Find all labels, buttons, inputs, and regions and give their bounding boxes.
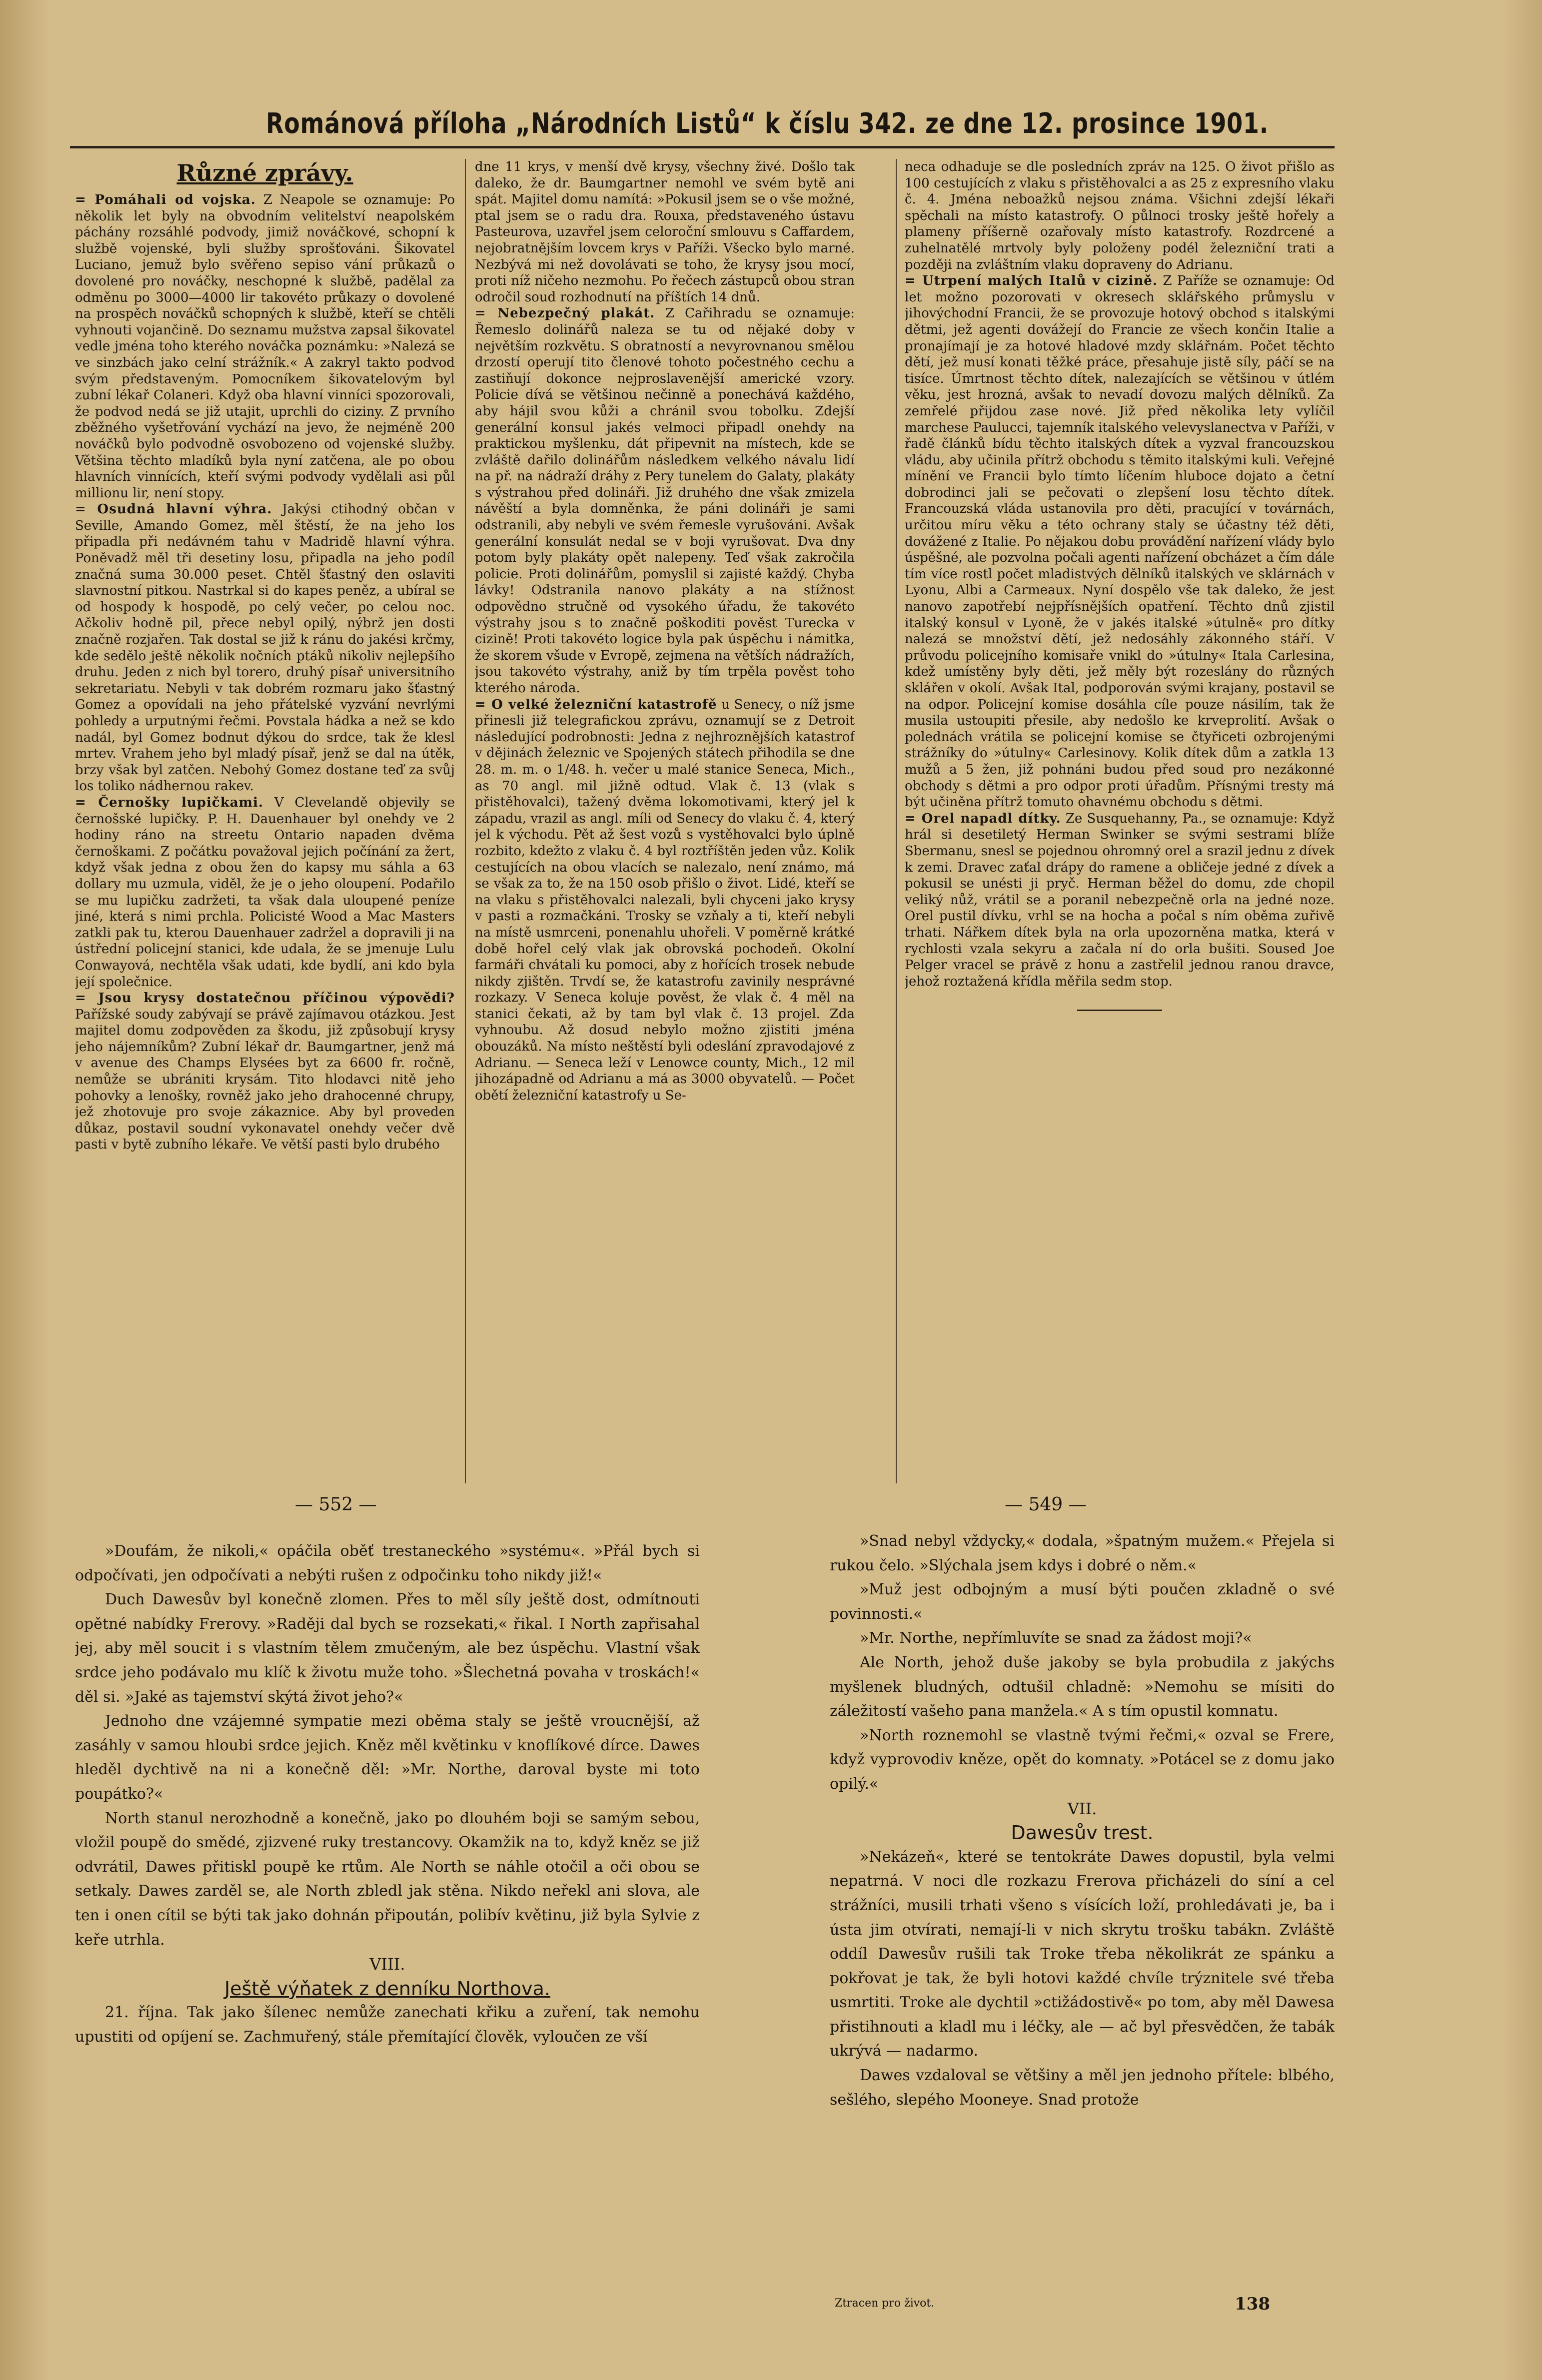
news-column-1 (75, 159, 455, 1473)
news-item (905, 273, 1335, 811)
novel-paragraph: Ale North, jehož duše jakoby se byla probudila z jakýchs myšlenek bludných, odtušil chladně: »Nemohu se mísiti do záležitostí vašeho pana manžela.« A s tím opustil komnatu. (830, 1653, 1335, 1720)
news-item (75, 795, 455, 990)
section-title: Různé zprávy. (176, 159, 353, 186)
news-item-text: Jakýsi ctihodný občan v Seville, Amando Gomez, měl štěstí, že na jeho los připadla při nedávném tahu v Madridě hlavní výhra. Poněvadž měl tři desetiny losu, připadla na jeho podíl značná suma 30.000 peset. Chtěl šťastný den oslaviti slavnostní pitkou. Nastrkal si do kapes peněz, a ubíral se od hospody k hospodě, po celý večer, po celou noc. Ačkoliv hodně pil, přece nebyl opilý, nýbrž jen dosti značně rozjařen. Tak dostal se již k ránu do jakési krčmy, kde sedělo ještě několik nočních ptáků nikoliv nejlepšího druhu. Jeden z nich byl torero, druhý písař universitního sekretariatu. Nebyli v tak dobrém rozmaru jako šťastný Gomez a opovídali na jeho přátelské vyzvání nevrlými pohledy a urputnými řečmi. Povstala hádka a než se kdo nadál, byl Gomez bodnut dýkou do srdce, tak že klesl mrtev. Vrahem jeho byl mladý písař, jenž se dal na útěk, brzy však byl zatčen. Nebohý Gomez dostane teď za svůj los toliko nádhernou rakev. (75, 502, 455, 794)
page-edge-stain (0, 0, 50, 2380)
page-number-left: — 552 — (295, 1494, 377, 1515)
news-item-text: u Senecy, o níž jsme přinesli již telegrafickou zprávu, oznamují se z Detroit následující podrobnosti: Jedna z nejhroznějších katastrof v dějinách železnic ve Spojených státech přihodila se dne 28. m. m. o 1/48. h. večer u malé stanice Seneca, Mich., as 70 angl. mil jižně odtud. Vlak č. 13 (vlak s přistěhovalci), tažený dvěma lokomotivami, který jel k západu, vrazil as angl. míli od Senecy do vlaku č. 4, který jel k východu. Pět až šest vozů s vystěhovalci bylo úplně rozbito, kdežto z vlaku č. 4 byl roztříštěn jeden vůz. Kolik cestujících na obou vlacích se nalezalo, není známo, má se však za to, že na 150 osob přišlo o život. Lidé, kteří se na vlaku s přistěhovalci nalezali, byli chyceni jako krysy v pasti a rozmačkáni. Trosky se vzňaly a ti, kteří nebyli na místě usmrceni, ponenahlu uhořeli. V poměrně krátké době hořel celý vlak jak obrovská pochodeň. Okolní farmáři chvátali ku pomoci, aby z hořících trosek nebude nikdy zjištěn. Trvdí se, že katastrofu zavinily nesprávné rozkazy. V Seneca koluje pověst, že vlak č. 4 měl na stanici čekati, až by tam byl vlak č. 13 projel. Zda vyhnoubu. Až dosud nebylo možno zjistiti jména obouzáků. Na místo neštěstí byli odeslání zpravodajové z Adrianu. — Seneca leží v Lenowce county, Mich., 12 mil jihozápadně od Adrianu a má as 3000 obyvatelů. — Počet obětí železniční katastrofy u Se- (475, 697, 855, 1103)
news-item-headline: = Nebezpečný plakát. (475, 306, 655, 321)
novel-paragraph: »North roznemohl se vlastně tvými řečmi,« ozval se Frere, když vyprovodiv kněze, opět do komnaty. »Potácel se z domu jako opilý.« (830, 1726, 1335, 1793)
news-column-3 (905, 159, 1335, 1473)
news-column-2 (475, 159, 855, 1473)
news-item-text: Pařížské soudy zabývají se právě zajímavou otázkou. Jest majitel domu zodpověden za škodu, již způsobují krysy jeho nájemníkům? Zubní lékař dr. Baumgartner, jenž má v avenue des Champs Elysées byt za 6600 fr. ročně, nemůže se ubrániti krysám. Tito hlodavci nitě jeho pohovky a lenošky, rovněž jako jeho drahocenné chrupy, jež zhotovuje pro svoje zákaznice. Aby byl proveden důkaz, postavil soudní vykonavatel onehdy večer dvě pasti v bytě zubního lékaře. Ve větší pasti bylo drubého (75, 1007, 455, 1153)
news-item-text: Z Paříže se oznamuje: Od let možno pozorovati v okresech sklářského průmyslu v jihovýchodní Francii, že se provozuje hotový obchod s italskými dětmi, jež agenti dovážejí do Francie ze všech končin Italie a pronajímají je za hotové hladové mzdy sklářnám. Počet těchto dětí, jež musí konati těžké práce, přesahuje jistě síly, páčí se na tisíce. Úmrtnost těchto dítek, nalezajících se většinou v útlém věku, jest hrozná, avšak to nevadí dovozu malých dělníků. Za zemřelé přijdou zase nové. Již před několika lety vylíčil marchese Paulucci, tajemník italského velevyslanectva v Paříži, v řadě článků bídu těchto italských dítek a vyzval francouzskou vládu, aby učinila přítrž obchodu s těmito italskými kuli. Veřejné mínění ve Francii bylo tímto líčením hluboce dojato a četní dobrodinci jali se pečovati o zlepšení losu těchto dítek. Francouzská vláda ustanovila pro děti, pracující v továrnách, určitou míru věku a této ochrany staly se účastny též děti, dovážené z Italie. Po nějakou dobu provádění nařízení vlády bylo úspěšné, ale pozvolna počali agenti nařízení obcházet a čím dále tím více rostl počet mladistvých dělníků italských ve sklárnách v Lyonu, Albi a Carmeaux. Nyní dospělo vše tak daleko, že jest nanovo zapotřebí nejpřísnějších opatření. Těchto dnů zjistil italský konsul v Lyoně, že v jakés italské »útulně« pro dítky nalezá se množství dětí, jež nedosáhly zákonného stáří. V průvodu policejního komisaře vnikl do »útulny« Itala Carlesina, kdež umístěny byly děti, jež měly být rozeslány do různých sklářen v okolí. Avšak Ital, podporován svými krajany, postavil se na odpor. Policejní komise dosáhla cíle pouze násilím, tak že musila ustoupiti přesile, aby nedošlo ke krveprolití. Avšak o polednách vrátila se policejní komise se čtyřiceti ozbrojenými strážníky do »útulny« Carlesinovy. Kolik dítek dům a zatkla 13 mužů a 5 žen, již pohnáni budou před soud pro nezákonné obchody s dětmi a pro odpor proti úřadům. Přísnými tresty má být učiněna přítrž tomuto ohavnému obchodu s dětmi. (905, 273, 1335, 810)
chapter-title: Ještě výňatek z denníku Northova. (224, 1977, 551, 2000)
news-item-headline: = Černošky lupičkami. (75, 795, 263, 810)
news-item-text: V Clevelandě objevily se černošské lupičky. P. H. Dauenhauer byl onehdy ve 2 hodiny ráno na streetu Ontario napaden dvěma černoškami. Z počátku považoval jejich počínání za žert, když však jedna z obou žen do kapsy mu sáhla a 63 dollary mu uzmula, viděl, že je o jeho oloupení. Podařilo se mu lupičku zadržeti, ta však dala uloupené peníze jiné, která s nimi prchla. Policisté Wood a Mac Masters zatkli pak tu, kterou Dauenhauer zadržel a dopravili ji na ústřední policejní stanici, kde udala, že se jmenuje Lulu Conwayová, nechtěla však udati, kde bydlí, ani kdo byla její společnice. (75, 795, 455, 990)
footer-book-title: Ztracen pro život. (835, 2297, 935, 2310)
masthead: Románová příloha „Národních Listů“ k číslu 342. ze dne 12. prosince 1901. (266, 107, 1269, 140)
news-item-headline: = Orel napadl dítky. (905, 811, 1061, 826)
news-item-headline: = Osudná hlavní výhra. (75, 502, 272, 517)
chapter-number: VII. (1067, 1799, 1097, 1818)
news-item-headline: = Utrpení malých Italů v cizině. (905, 273, 1158, 289)
column-divider (896, 159, 897, 1483)
chapter-title: Dawesův trest. (1011, 1822, 1154, 1844)
news-item (905, 811, 1335, 990)
news-item (75, 990, 455, 1153)
news-item-text: neca odhaduje se dle posledních zpráv na 125. O život přišlo as 100 cestujících z vlaku s přistěhovalci a as 25 z expresního vlaku č. 4. Jména neboažků nejsou známa. Všichni zdejší lékaři spěchali na místo katastrofy. O půlnoci trosky ještě hořely a plameny příšerně ozařovaly místo katastrofy. Rozdrcené a zuhelnatělé mrtvoly byly položeny podél železniční trati a později na zvláštním vlaku dopraveny do Adrianu. (905, 159, 1335, 272)
news-item-headline: = O velké železniční katastrofě (475, 697, 717, 712)
news-item (475, 697, 855, 1104)
novel-paragraph: »Nekázeň«, které se tentokráte Dawes dopustil, byla velmi nepatrná. V noci dle rozkazu Frerova přicházeli do síní a cel strážníci, musili trhati všeno s vísících loží, prohledávati je, ba i ústa jim otvírati, nemají-li v nich skrytu trošku tabákn. Zvláště oddíl Dawesův rušili tak Troke třeba několikrát ze spánku a pokřovat je tak, že byli hotovi každé chvíle trýznitele své třeba usmrtiti. Troke ale dychtil »ctižádostivě« po tom, aby měl Dawesa přistihnouti a kladl mu i léčky, ale — ač byl přesvědčen, že tabák ukrývá — nadarmo. (830, 1848, 1335, 2060)
novel-page-left (75, 1539, 700, 2319)
novel-paragraph: 21. října. Tak jako šílenec nemůže zanechati křiku a zuření, tak nemohu upustiti od opíjení se. Zachmuřený, stále přemítající člověk, vyloučen ze vší (75, 2004, 700, 2046)
news-item (75, 192, 455, 501)
footer-signature-number: 138 (1235, 2294, 1270, 2314)
news-item (75, 501, 455, 795)
page-edge-stain-right (1502, 0, 1542, 2380)
novel-paragraph: »Doufám, že nikoli,« opáčila oběť trestaneckého »systému«. »Přál bych si odpočívati, jen odpočívati a nebýti rušen z odpočinku toho nikdy již!« (75, 1542, 700, 1584)
news-item-text: Ze Susquehanny, Pa., se oznamuje: Když hrál si desetiletý Herman Swinker se svými sestrami blíže Sbermanu, snesl se pojednou ohromný orel a srazil jednu z dívek k zemi. Dravec zaťal drápy do ramene a obličeje jedné z dívek a pokusil se unésti ji pryč. Herman běžel do domu, zde chopil veliký nůž, vrátil se a poranil nebezpečně orla na jedné noze. Orel pustil dívku, vrhl se na hocha a počal s ním oběma zuřivě trhati. Nářkem dítek byla na orla upozorněna matka, která v rychlosti vzala sekyru a začala ní do orla bušiti. Soused Joe Pelger vracel se právě z honu a zastřelil jednou ranou dravce, jehož roztažená křídla měřila sedm stop. (905, 811, 1335, 989)
news-item (905, 159, 1335, 273)
page-number-right: — 549 — (1005, 1494, 1087, 1515)
chapter-number: VIII. (369, 1955, 405, 1974)
column-divider (465, 159, 466, 1483)
novel-paragraph: Duch Dawesův byl konečně zlomen. Přes to měl síly ještě dost, odmítnouti opětné nabídky Frerovy. »Raději dal bych se rozsekati,« řikal. I North zapřisahal jej, aby měl soucit i s vlastním tělem zmučeným, ale bez úspěchu. Vlastní však srdce jeho podávalo mu klíč k životu muže toho. »Šlechetná povaha v troskách!« děl si. »Jaké as tajemství skýtá život jeho?« (75, 1591, 700, 1706)
news-item-headline: = Jsou krysy dostatečnou příčinou výpovědi? (75, 991, 455, 1006)
novel-paragraph: Dawes vzdaloval se většiny a měl jen jednoho přítele: blbého, sešlého, slepého Mooneye. Snad protože (830, 2067, 1335, 2109)
news-item-text: Z Neapole se oznamuje: Po několik let byly na obvodním velitelství neapolském páchány rozsáhlé podvody, jimiž nováčkové, schopní k službě vojenské, byli služby sprošťováni. Šikovatel Luciano, jemuž bylo svěřeno sepiso vání průkazů o dovolené pro nováčky, neschopné k službě, padělal za odměnu po 3000—4000 lir takovéto průkazy o dovolené na prospěch nováčků schopných k službě, kteří se chtěli vyhnouti vojančině. Do seznamu mužstva zapsal šikovatel vedle jména toho kterého nováčka poznámku: »Nalezá se ve sinzbách jako celní strážník.« A zakryl takto podvod svým představeným. Pomocníkem šikovatelovým byl zubní lékař Colaneri. Když oba hlavní vinníci spozorovali, že podvod nedá se již utajit, uprchli do ciziny. Z prvního zběžného vyšetřování vychází na jevo, že nejméně 200 nováčků bylo podvodně osvobozeno od vojenské služby. Většina těchto mladíků byla nyní zatčena, ale po obou hlavních vinnících, kteří svými podvody vydělali asi půl millionu lir, není stopy. (75, 192, 455, 501)
masthead-rule (70, 146, 1335, 148)
news-item-text: Z Cařihradu se oznamuje: Řemeslo dolinářů naleza se tu od nějaké doby v největším rozkvětu. S obratností a nevyrovnanou smělou drzostí operují tito členové tohoto počestného cechu a zastiňují dokonce nejproslavenější americké vzory. Policie dívá se většinou nečinně a ponechává každého, aby hájil svou kůži a chránil svou tobolku. Zdejší generální konsul jakés velmoci připadl onehdy na praktickou myšlenku, dát připevnit na místech, kde se zvláště dařilo dolinářům následkem velkého návalu lidí na př. na nádraží dráhy z Pery tunelem do Galaty, plakáty s výstrahou před dolináři. Již druhého dne však zmizela návěští a byla domněnka, že páni dolináři je sami odstranili, aby nebyli ve svém řemesle vyrušováni. Avšak generální konsulát nedal se v boji vyrušovat. Dva dny potom byly plakáty opět nalepeny. Teď však zakročila policie. Proti dolinářům, pomyslil si zajisté každý. Chyba lávky! Odstranila nanovo plakáty a na stížnost odpovědno stručně od vysokého úřadu, že takovéto výstrahy jsou s to značně poškoditi pověst Turecka v cizině! Proti takovéto logice byla pak úspěchu i námitka, že skorem všude v Evropě, zejmena na větších nádražích, jsou takovéto výstrahy, aniž by tím trpěla pověst toho kterého národa. (475, 306, 855, 696)
novel-paragraph: North stanul nerozhodně a konečně, jako po dlouhém boji se samým sebou, vložil poupě do smědé, zjizvené ruky trestancovy. Okamžik na to, když kněz se již odvrátil, Dawes přitiskl poupě ke rtům. Ale North se náhle otočil a oči obou se setkaly. Dawes zarděl se, ale North zbledl jak stěna. Nikdo neřekl ani slova, ale ten i onen cítil se býti tak jako dohnán připoután, polibív květinu, již byla Sylvie z keře utrhla. (75, 1809, 700, 1949)
novel-page-right (830, 1529, 1335, 2289)
news-item (475, 159, 855, 305)
news-item-headline: = Pomáhali od vojska. (75, 192, 256, 207)
news-item (475, 305, 855, 696)
novel-paragraph: »Mr. Northe, nepřímluvíte se snad za žádost moji?« (860, 1629, 1252, 1647)
news-item-text: dne 11 krys, v menší dvě krysy, všechny živé. Došlo tak daleko, že dr. Baumgartner nemohl ve svém bytě ani spát. Majitel domu namítá: »Pokusil jsem se o vše možné, ptal jsem se o radu dra. Rouxa, představeného ústavu Pasteurova, uzavřel jsem celoroční smlouvu s Caffardem, nejobratnějším lovcem krys v Paříži. Všecko bylo marné. Nezbývá mi než dovolávati se toho, že krysy jsou mocí, proti níž ničeho nezmohu. Po řečech zástupců obou stran odročil soud rozhodnutí na příštích 14 dnů. (475, 159, 855, 305)
end-rule (1077, 1010, 1162, 1011)
novel-paragraph: »Muž jest odbojným a musí býti poučen zkladně o své povinnosti.« (830, 1581, 1335, 1623)
novel-paragraph: »Snad nebyl vždycky,« dodala, »špatným mužem.« Přejela si rukou čelo. »Slýchala jsem kdys i dobré o něm.« (830, 1532, 1335, 1574)
novel-paragraph: Jednoho dne vzájemné sympatie mezi oběma staly se ještě vroucnější, až zasáhly v samou hloubi srdce jejich. Kněz měl květinku v knoflíkové dírce. Dawes hleděl dychtivě na ni a konečně děl: »Mr. Northe, daroval byste mi toto poupátko?« (75, 1712, 700, 1803)
